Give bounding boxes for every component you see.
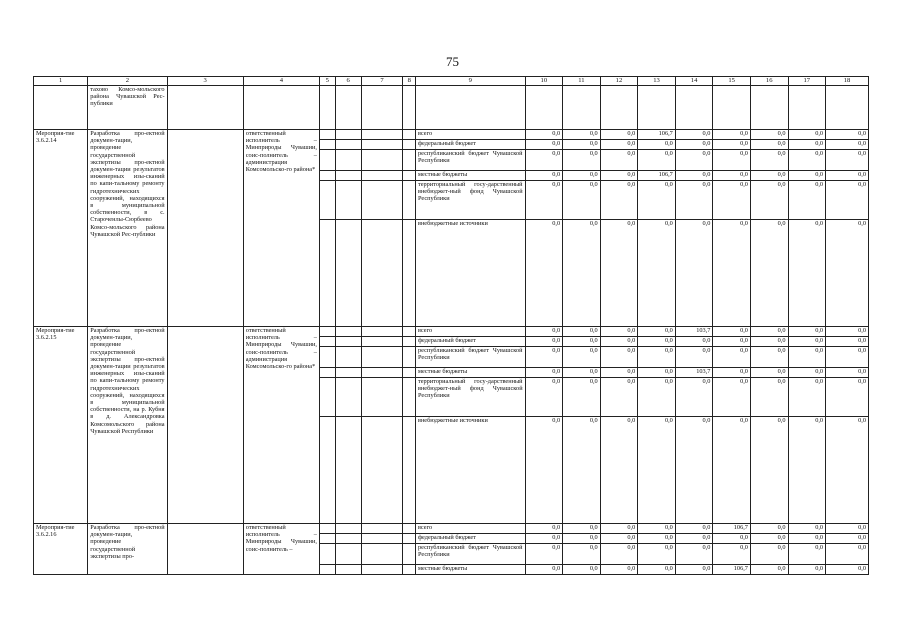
value-cell: 0,0 [788, 417, 826, 524]
value-cell: 0,0 [525, 171, 563, 181]
table-cell [600, 86, 638, 130]
funding-source: республиканский бюджет Чувашской Республики [415, 150, 525, 171]
table-cell [361, 565, 403, 575]
column-number-header: 13 [638, 77, 676, 86]
value-cell: 0,0 [638, 565, 676, 575]
value-cell: 0,0 [638, 368, 676, 378]
table-cell [335, 544, 361, 565]
value-cell: 0,0 [675, 378, 713, 417]
table-cell [335, 337, 361, 347]
value-cell: 0,0 [788, 327, 826, 337]
table-cell [361, 171, 403, 181]
value-cell: 0,0 [826, 417, 869, 524]
value-cell: 0,0 [600, 524, 638, 534]
value-cell: 0,0 [563, 534, 601, 544]
value-cell: 0,0 [675, 544, 713, 565]
table-cell [319, 171, 335, 181]
value-cell: 0,0 [826, 534, 869, 544]
value-cell: 0,0 [713, 544, 751, 565]
value-cell: 0,0 [788, 378, 826, 417]
table-cell [319, 150, 335, 171]
table-cell [415, 86, 525, 130]
value-cell: 0,0 [788, 150, 826, 171]
table-cell [750, 86, 788, 130]
value-cell: 0,0 [563, 347, 601, 368]
table-cell [361, 544, 403, 565]
page-number: 75 [446, 54, 459, 69]
value-cell: 0,0 [675, 534, 713, 544]
value-cell: 0,0 [600, 544, 638, 565]
table-cell [403, 130, 416, 140]
table-cell [403, 417, 416, 524]
value-cell: 0,0 [788, 140, 826, 150]
value-cell: 0,0 [600, 327, 638, 337]
column-number-header: 11 [563, 77, 601, 86]
funding-source: территориальный госу-дарственный внебюджет-ный фонд Чувашской Республики [415, 181, 525, 220]
table-cell [361, 220, 403, 327]
value-cell: 0,0 [788, 524, 826, 534]
value-cell: 0,0 [525, 534, 563, 544]
value-cell: 0,0 [638, 524, 676, 534]
funding-source: местные бюджеты [415, 565, 525, 575]
table-cell [361, 347, 403, 368]
table-cell [335, 524, 361, 534]
table-cell [826, 86, 869, 130]
value-cell: 0,0 [675, 220, 713, 327]
table-cell [335, 140, 361, 150]
value-cell: 0,0 [600, 347, 638, 368]
value-cell: 0,0 [525, 150, 563, 171]
value-cell: 0,0 [525, 327, 563, 337]
funding-source: всего [415, 327, 525, 337]
value-cell: 0,0 [750, 220, 788, 327]
value-cell: 0,0 [563, 327, 601, 337]
value-cell: 0,0 [563, 368, 601, 378]
column-number-header: 5 [319, 77, 335, 86]
table-cell [361, 327, 403, 337]
table-cell [361, 368, 403, 378]
value-cell: 0,0 [525, 378, 563, 417]
value-cell: 0,0 [675, 130, 713, 140]
value-cell: 0,0 [750, 544, 788, 565]
table-cell [335, 220, 361, 327]
value-cell: 0,0 [638, 327, 676, 337]
table-cell [525, 86, 563, 130]
value-cell: 0,0 [788, 171, 826, 181]
table-cell [403, 565, 416, 575]
value-cell: 0,0 [750, 150, 788, 171]
funding-source: республиканский бюджет Чувашской Республики [415, 347, 525, 368]
measure-description: Разработка про-ектной докумен-тации, проведение государственной экспертизы про-ектной докумен-тации результатов инженерных изы-сканий по капи-тальному ремонту гидротехнических сооружений, находящихся в муниципальной собственности, в с. Староченлы-Сюрбеево Комсо-мольского района Чувашской Рес-публики [88, 130, 167, 327]
table-cell [403, 544, 416, 565]
table-cell [335, 534, 361, 544]
value-cell: 0,0 [638, 150, 676, 171]
table-cell [403, 150, 416, 171]
value-cell: 0,0 [600, 150, 638, 171]
table-cell [319, 524, 335, 534]
value-cell: 0,0 [563, 171, 601, 181]
funding-source: территориальный госу-дарственный внебюджет-ный фонд Чувашской Республики [415, 378, 525, 417]
column-number-header: 6 [335, 77, 361, 86]
value-cell: 0,0 [563, 150, 601, 171]
value-cell: 0,0 [563, 378, 601, 417]
value-cell: 0,0 [675, 524, 713, 534]
table-cell [335, 368, 361, 378]
value-cell: 0,0 [788, 368, 826, 378]
program-table [33, 76, 869, 575]
value-cell: 0,0 [750, 140, 788, 150]
table-cell [361, 378, 403, 417]
value-cell: 0,0 [675, 171, 713, 181]
value-cell: 0,0 [600, 534, 638, 544]
value-cell: 0,0 [675, 140, 713, 150]
value-cell: 0,0 [525, 565, 563, 575]
value-cell: 0,0 [788, 534, 826, 544]
value-cell: 0,0 [750, 524, 788, 534]
column-number-header: 14 [675, 77, 713, 86]
measure-name: Мероприя-тие 3.6.2.14 [34, 130, 88, 327]
table-cell [319, 347, 335, 368]
column-number-header: 9 [415, 77, 525, 86]
table-cell [361, 130, 403, 140]
value-cell: 0,0 [525, 347, 563, 368]
value-cell: 0,0 [750, 378, 788, 417]
funding-source: местные бюджеты [415, 171, 525, 181]
value-cell: 0,0 [525, 417, 563, 524]
value-cell: 0,0 [713, 171, 751, 181]
table-cell [788, 86, 826, 130]
value-cell: 0,0 [826, 378, 869, 417]
value-cell: 0,0 [563, 417, 601, 524]
value-cell: 0,0 [788, 181, 826, 220]
table-row [34, 130, 869, 140]
table-cell [319, 140, 335, 150]
value-cell: 0,0 [525, 337, 563, 347]
table-cell [335, 417, 361, 524]
table-cell [361, 150, 403, 171]
column-number-header: 15 [713, 77, 751, 86]
value-cell: 0,0 [638, 378, 676, 417]
table-cell [403, 524, 416, 534]
table-cell [403, 368, 416, 378]
table-cell [361, 86, 403, 130]
value-cell: 0,0 [713, 368, 751, 378]
table-cell [403, 220, 416, 327]
table-cell [335, 565, 361, 575]
value-cell: 0,0 [826, 130, 869, 140]
table-cell [319, 544, 335, 565]
value-cell: 0,0 [826, 347, 869, 368]
measure-description: Разработка про-ектной докумен-тации, проведение государственной экспертизы про- [88, 524, 167, 575]
column-number-header: 1 [34, 77, 88, 86]
value-cell: 0,0 [788, 220, 826, 327]
table-cell [335, 130, 361, 140]
value-cell: 0,0 [600, 368, 638, 378]
value-cell: 0,0 [713, 534, 751, 544]
column-number-header: 7 [361, 77, 403, 86]
value-cell: 0,0 [600, 378, 638, 417]
table-cell [403, 327, 416, 337]
table-cell [319, 130, 335, 140]
value-cell: 0,0 [750, 171, 788, 181]
value-cell: 0,0 [600, 130, 638, 140]
value-cell: 0,0 [826, 337, 869, 347]
value-cell: 103,7 [675, 368, 713, 378]
table-cell [403, 171, 416, 181]
column-number-header: 17 [788, 77, 826, 86]
value-cell: 0,0 [563, 524, 601, 534]
value-cell: 0,0 [750, 368, 788, 378]
value-cell: 106,7 [713, 565, 751, 575]
value-cell: 106,7 [638, 171, 676, 181]
column-number-header: 4 [243, 77, 319, 86]
value-cell: 0,0 [826, 565, 869, 575]
table-header-row [34, 77, 869, 86]
value-cell: 0,0 [638, 417, 676, 524]
table-cell [319, 220, 335, 327]
funding-source: всего [415, 524, 525, 534]
value-cell: 0,0 [788, 544, 826, 565]
table-cell [335, 347, 361, 368]
value-cell: 0,0 [638, 347, 676, 368]
value-cell: 0,0 [525, 524, 563, 534]
value-cell: 0,0 [750, 337, 788, 347]
value-cell: 0,0 [638, 220, 676, 327]
value-cell: 0,0 [826, 181, 869, 220]
value-cell: 0,0 [750, 417, 788, 524]
funding-source: всего [415, 130, 525, 140]
funding-source: внебюджетные источники [415, 220, 525, 327]
value-cell: 0,0 [750, 347, 788, 368]
value-cell: 0,0 [713, 327, 751, 337]
table-row [34, 327, 869, 337]
value-cell: 0,0 [600, 181, 638, 220]
continuation-row [34, 86, 869, 130]
value-cell: 0,0 [788, 130, 826, 140]
table-cell [34, 86, 88, 130]
value-cell: 0,0 [600, 417, 638, 524]
funding-source: местные бюджеты [415, 368, 525, 378]
table-cell [403, 378, 416, 417]
value-cell: 0,0 [713, 181, 751, 220]
value-cell: 0,0 [563, 337, 601, 347]
value-cell: 0,0 [638, 140, 676, 150]
value-cell: 0,0 [826, 524, 869, 534]
value-cell: 0,0 [638, 337, 676, 347]
executor-cell: ответственный исполнитель – Минприроды Чувашии, соис-полнитель – [243, 524, 319, 575]
table-cell [638, 86, 676, 130]
value-cell: 106,7 [638, 130, 676, 140]
value-cell: 0,0 [600, 171, 638, 181]
column-number-header: 10 [525, 77, 563, 86]
value-cell: 0,0 [600, 337, 638, 347]
column-number-header: 2 [88, 77, 167, 86]
table-cell [403, 140, 416, 150]
value-cell: 0,0 [675, 417, 713, 524]
value-cell: 0,0 [638, 181, 676, 220]
value-cell: 0,0 [563, 181, 601, 220]
table-cell [167, 327, 243, 524]
value-cell: 0,0 [563, 140, 601, 150]
measure-name: Мероприя-тие 3.6.2.15 [34, 327, 88, 524]
value-cell: 0,0 [600, 565, 638, 575]
column-number-header: 3 [167, 77, 243, 86]
value-cell: 0,0 [713, 150, 751, 171]
value-cell: 106,7 [713, 524, 751, 534]
table-cell [167, 130, 243, 327]
table-cell [167, 524, 243, 575]
table-cell [563, 86, 601, 130]
value-cell: 0,0 [563, 220, 601, 327]
table-cell [713, 86, 751, 130]
value-cell: 0,0 [713, 337, 751, 347]
table-cell [403, 181, 416, 220]
value-cell: 0,0 [826, 140, 869, 150]
value-cell: 0,0 [750, 327, 788, 337]
table-cell [675, 86, 713, 130]
value-cell: 0,0 [675, 150, 713, 171]
value-cell: 0,0 [826, 150, 869, 171]
value-cell: 0,0 [788, 347, 826, 368]
continued-description: тахово Комсо-мольского района Чувашской Рес-публики [88, 86, 167, 130]
value-cell: 0,0 [750, 565, 788, 575]
table-cell [361, 337, 403, 347]
column-number-header: 18 [826, 77, 869, 86]
table-cell [335, 378, 361, 417]
value-cell: 0,0 [600, 220, 638, 327]
table-cell [319, 368, 335, 378]
executor-cell: ответственный исполнитель – Минприроды Чувашии, соис-полнитель – администрация Комсомольско-го района* [243, 327, 319, 524]
value-cell: 0,0 [563, 130, 601, 140]
value-cell: 0,0 [525, 140, 563, 150]
value-cell: 0,0 [713, 417, 751, 524]
column-number-header: 16 [750, 77, 788, 86]
value-cell: 0,0 [713, 378, 751, 417]
column-number-header: 8 [403, 77, 416, 86]
value-cell: 0,0 [750, 534, 788, 544]
value-cell: 0,0 [638, 534, 676, 544]
value-cell: 0,0 [750, 181, 788, 220]
value-cell: 0,0 [826, 368, 869, 378]
value-cell: 0,0 [563, 565, 601, 575]
value-cell: 0,0 [638, 544, 676, 565]
table-cell [335, 327, 361, 337]
table-cell [335, 171, 361, 181]
table-cell [319, 417, 335, 524]
table-cell [319, 86, 335, 130]
value-cell: 0,0 [675, 565, 713, 575]
value-cell: 0,0 [713, 130, 751, 140]
table-cell [403, 86, 416, 130]
funding-source: федеральный бюджет [415, 534, 525, 544]
table-cell [361, 181, 403, 220]
table-cell [319, 181, 335, 220]
value-cell: 0,0 [525, 130, 563, 140]
table-cell [319, 565, 335, 575]
table-cell [335, 86, 361, 130]
table-cell [335, 181, 361, 220]
value-cell: 0,0 [713, 347, 751, 368]
value-cell: 0,0 [675, 181, 713, 220]
table-cell [403, 534, 416, 544]
value-cell: 0,0 [675, 347, 713, 368]
table-cell [361, 524, 403, 534]
measure-name: Мероприя-тие 3.6.2.16 [34, 524, 88, 575]
table-cell [319, 534, 335, 544]
value-cell: 0,0 [525, 220, 563, 327]
table-cell [335, 150, 361, 171]
column-number-header: 12 [600, 77, 638, 86]
value-cell: 103,7 [675, 327, 713, 337]
funding-source: внебюджетные источники [415, 417, 525, 524]
value-cell: 0,0 [525, 368, 563, 378]
value-cell: 0,0 [826, 220, 869, 327]
table-cell [167, 86, 243, 130]
funding-source: федеральный бюджет [415, 337, 525, 347]
table-cell [319, 378, 335, 417]
value-cell: 0,0 [826, 327, 869, 337]
value-cell: 0,0 [600, 140, 638, 150]
value-cell: 0,0 [713, 140, 751, 150]
measure-description: Разработка про-ектной докумен-тации, проведение государственной экспертизы про-ектной докумен-тации результатов инженерных изы-сканий по капи-тальному ремонту гидротехнических сооружений, находящихся в муниципальной собственности, на р. Кубня в д. Александровка Комсомольского района Чувашской Республики [88, 327, 167, 524]
funding-source: федеральный бюджет [415, 140, 525, 150]
value-cell: 0,0 [525, 181, 563, 220]
table-cell [319, 327, 335, 337]
table-cell [403, 347, 416, 368]
value-cell: 0,0 [788, 337, 826, 347]
value-cell: 0,0 [750, 130, 788, 140]
value-cell: 0,0 [563, 544, 601, 565]
table-cell [403, 337, 416, 347]
table-cell [243, 86, 319, 130]
value-cell: 0,0 [675, 337, 713, 347]
table-cell [361, 140, 403, 150]
table-cell [361, 417, 403, 524]
value-cell: 0,0 [826, 171, 869, 181]
funding-source: республиканский бюджет Чувашской Республики [415, 544, 525, 565]
executor-cell: ответственный исполнитель – Минприроды Чувашии, соис-полнитель – администрация Комсомольско-го района* [243, 130, 319, 327]
table-cell [361, 534, 403, 544]
table-cell [319, 337, 335, 347]
value-cell: 0,0 [713, 220, 751, 327]
value-cell: 0,0 [788, 565, 826, 575]
value-cell: 0,0 [826, 544, 869, 565]
table-row [34, 524, 869, 534]
value-cell: 0,0 [525, 544, 563, 565]
